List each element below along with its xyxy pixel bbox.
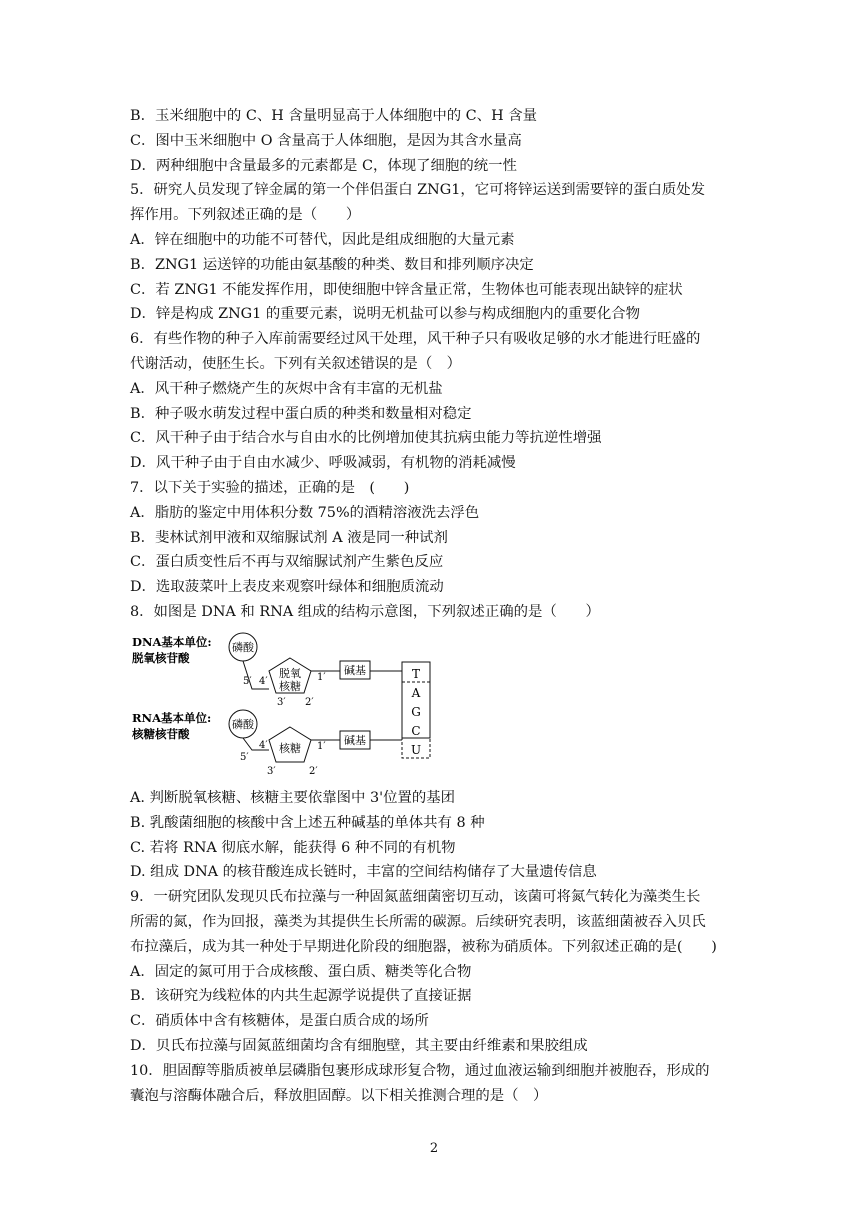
rna-pos-2: 2′ <box>309 766 318 777</box>
text-line: 布拉藻后，成为其一种处于早期进化阶段的细胞器，被称为硝质体。下列叙述正确的是( ) <box>130 938 717 955</box>
text-line: 所需的氮，作为回报，藻类为其提供生长所需的碳源。后续研究表明，该蓝细菌被吞入贝氏 <box>130 914 706 930</box>
base-G: G <box>411 705 421 719</box>
text-line: 7．以下关于实验的描述，正确的是 ( ) <box>130 480 410 496</box>
text-line: 代谢活动，使胚生长。下列有关叙述错误的是（ ） <box>130 356 461 372</box>
base-A: A <box>411 686 421 700</box>
nucleotide-structure-diagram <box>130 630 450 780</box>
rna-unit-label: RNA基本单位: <box>132 711 212 725</box>
text-line: 6．有些作物的种子入库前需要经过风干处理，风干种子只有吸收足够的水才能进行旺盛的 <box>130 331 701 348</box>
rna-sugar-label: 核糖 <box>279 742 301 755</box>
text-line: 挥作用。下列叙述正确的是（ ） <box>130 207 361 224</box>
text-line: C．图中玉米细胞中 O 含量高于人体细胞，是因为其含水量高 <box>130 132 522 149</box>
text-line: D. 组成 DNA 的核苷酸连成长链时，丰富的空间结构储存了大量遗传信息 <box>130 864 597 881</box>
rna-base-label: 碱基 <box>344 734 366 747</box>
base-C: C <box>411 724 421 738</box>
text-line: D．锌是构成 ZNG1 的重要元素，说明无机盐可以参与构成细胞内的重要化合物 <box>130 306 641 323</box>
text-line: C．硝质体中含有核糖体，是蛋白质合成的场所 <box>130 1013 429 1030</box>
text-line: A．脂肪的鉴定中用体积分数 75%的酒精溶液洗去浮色 <box>130 504 480 521</box>
rna-pos-3: 3′ <box>267 766 276 777</box>
rna-phosphate-label: 磷酸 <box>232 718 254 731</box>
text-line: B．种子吸水萌发过程中蛋白质的种类和数量相对稳定 <box>130 405 472 422</box>
dna-phosphate-label: 磷酸 <box>232 641 254 654</box>
dna-unit-name: 脱氧核苷酸 <box>132 651 190 665</box>
dna-unit-label: DNA基本单位: <box>132 635 212 649</box>
text-line: C．若 ZNG1 不能发挥作用，即使细胞中锌含量正常，生物体也可能表现出缺锌的症状 <box>130 281 683 298</box>
dna-pos-2: 2′ <box>305 697 314 708</box>
text-line: A．锌在细胞中的功能不可替代，因此是组成细胞的大量元素 <box>130 232 515 248</box>
dna-pos-1: 1′ <box>317 672 326 683</box>
text-line: 9．一研究团队发现贝氏布拉藻与一种固氮蓝细菌密切互动，该菌可将氮气转化为藻类生长 <box>130 889 701 906</box>
dna-sugar-label-1: 脱氧 <box>279 667 301 680</box>
text-line: B．该研究为线粒体的内共生起源学说提供了直接证据 <box>130 988 472 1005</box>
rna-pos-1: 1′ <box>317 741 326 752</box>
text-line: B. 乳酸菌细胞的核酸中含上述五种碱基的单体共有 8 种 <box>130 814 485 831</box>
rna-unit-name: 核糖核苷酸 <box>132 727 190 741</box>
dna-pos-5: 5′ <box>243 676 252 687</box>
text-line: B．ZNG1 运送锌的功能由氨基酸的种类、数目和排列顺序决定 <box>130 256 534 273</box>
text-line: C．风干种子由于结合水与自由水的比例增加使其抗病虫能力等抗逆性增强 <box>130 430 602 447</box>
text-line: D．选取菠菜叶上表皮来观察叶绿体和细胞质流动 <box>130 579 444 596</box>
base-T: T <box>411 667 421 681</box>
rna-pos-4: 4′ <box>259 740 268 751</box>
page-number: 2 <box>429 1141 439 1156</box>
text-line: A. 判断脱氧核糖、核糖主要依靠图中 3'位置的基团 <box>130 790 456 806</box>
text-line: A．固定的氮可用于合成核酸、蛋白质、糖类等化合物 <box>130 963 472 980</box>
text-line: 5．研究人员发现了锌金属的第一个伴侣蛋白 ZNG1，它可将锌运送到需要锌的蛋白质处发 <box>130 182 706 199</box>
text-line: 8．如图是 DNA 和 RNA 组成的结构示意图，下列叙述正确的是（ ） <box>130 604 600 620</box>
text-line: 囊泡与溶酶体融合后，释放胆固醇。以下相关推测合理的是（ ） <box>130 1087 548 1104</box>
text-line: D．贝氏布拉藻与固氮蓝细菌均含有细胞壁，其主要由纤维素和果胶组成 <box>130 1038 588 1054</box>
text-line: D．两种细胞中含量最多的元素都是 C，体现了细胞的统一性 <box>130 157 517 174</box>
text-line: C. 若将 RNA 彻底水解，能获得 6 种不同的有机物 <box>130 839 456 856</box>
dna-sugar-label-2: 核糖 <box>279 680 301 693</box>
dna-pos-4: 4′ <box>259 676 268 687</box>
dna-base-label: 碱基 <box>344 664 366 677</box>
text-line: 10．胆固醇等脂质被单层磷脂包裹形成球形复合物，通过血液运输到细胞并被胞吞，形成的 <box>130 1062 710 1079</box>
text-line: B．玉米细胞中的 C、H 含量明显高于人体细胞中的 C、H 含量 <box>130 108 537 124</box>
text-line: C．蛋白质变性后不再与双缩脲试剂产生紫色反应 <box>130 554 444 571</box>
base-U: U <box>410 743 422 757</box>
rna-pos-5: 5′ <box>240 752 249 763</box>
dna-pos-3: 3′ <box>277 697 286 708</box>
text-line: B．斐林试剂甲液和双缩脲试剂 A 液是同一种试剂 <box>130 529 448 546</box>
text-line: A．风干种子燃烧产生的灰烬中含有丰富的无机盐 <box>130 380 443 397</box>
text-line: D．风干种子由于自由水减少、呼吸减弱，有机物的消耗减慢 <box>130 455 516 472</box>
